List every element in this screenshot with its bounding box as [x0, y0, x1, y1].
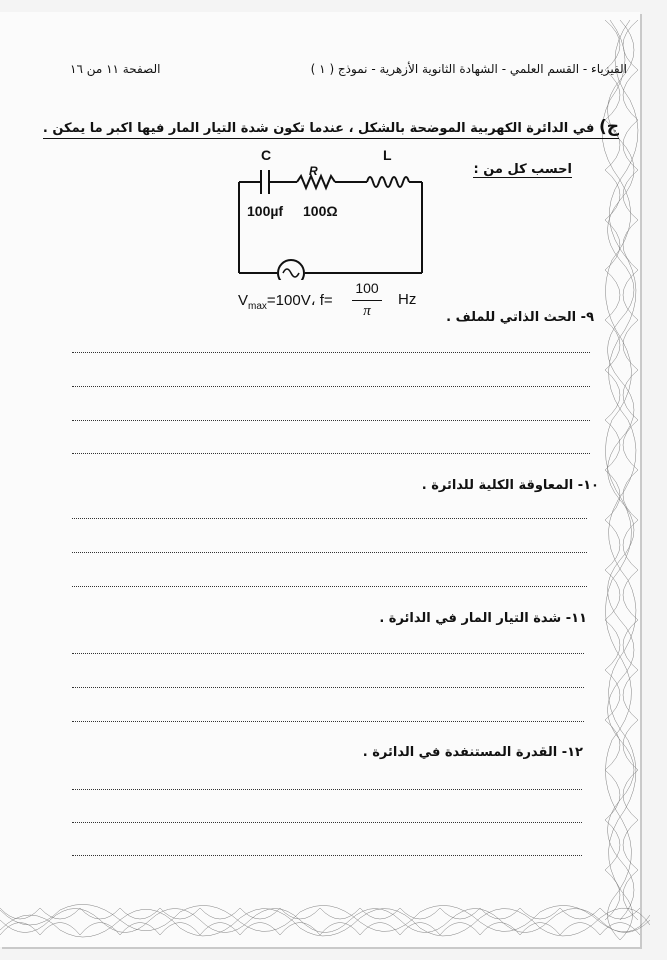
answer-line[interactable] [72, 453, 590, 454]
answer-line[interactable] [72, 386, 590, 387]
inductor-symbol [367, 177, 409, 187]
sub-question-9: ٩- الحث الذاتي للملف . [446, 310, 594, 325]
sub-question-11: ١١- شدة التيار المار في الدائرة . [379, 611, 587, 626]
decorative-border-right [600, 20, 650, 940]
exam-header-title: الفيزياء - القسم العلمي - الشهادة الثانوية الأزهرية - نموذج ( ١ ) [310, 62, 627, 76]
frequency-numerator: 100 [355, 280, 379, 296]
calculate-label: احسب كل من : [473, 162, 572, 177]
answer-line[interactable] [72, 586, 587, 587]
fraction-bar [352, 300, 382, 301]
capacitor-label: C [261, 147, 272, 163]
question-letter: ج) [598, 117, 619, 137]
frequency-unit: Hz [398, 291, 417, 308]
ac-source-symbol [278, 260, 304, 280]
decorative-border-bottom [0, 900, 650, 950]
answer-line[interactable] [72, 552, 587, 553]
capacitance-value: 100µf [247, 203, 284, 219]
frequency-denominator: π [363, 303, 371, 319]
answer-line[interactable] [72, 518, 587, 519]
question-text: في الدائرة الكهربية الموضحة بالشكل ، عندما تكون شدة التيار المار فيها اكبر ما يمكن . [42, 121, 595, 136]
vmax-symbol: V [238, 292, 249, 309]
rlc-circuit-diagram [225, 140, 435, 280]
question-statement [43, 117, 619, 139]
answer-line[interactable] [72, 789, 582, 790]
sub-question-10: ١٠- المعاوقة الكلية للدائرة . [421, 478, 599, 493]
answer-line[interactable] [72, 352, 590, 353]
answer-line[interactable] [72, 855, 582, 856]
vmax-subscript: max [248, 301, 267, 312]
answer-line[interactable] [72, 653, 584, 654]
source-specs [238, 291, 333, 312]
inductor-label: L [383, 147, 392, 163]
answer-line[interactable] [72, 687, 584, 688]
resistor-label: R [309, 164, 318, 178]
page-number: الصفحة ١١ من ١٦ [70, 62, 161, 76]
answer-line[interactable] [72, 721, 584, 722]
ac-wave [283, 269, 299, 277]
resistance-value: 100Ω [303, 203, 338, 219]
answer-line[interactable] [72, 420, 590, 421]
answer-line[interactable] [72, 822, 582, 823]
vmax-frequency-text: =100V، f= [266, 292, 333, 309]
sub-question-12: ١٢- القدرة المستنفدة في الدائرة . [362, 745, 583, 760]
